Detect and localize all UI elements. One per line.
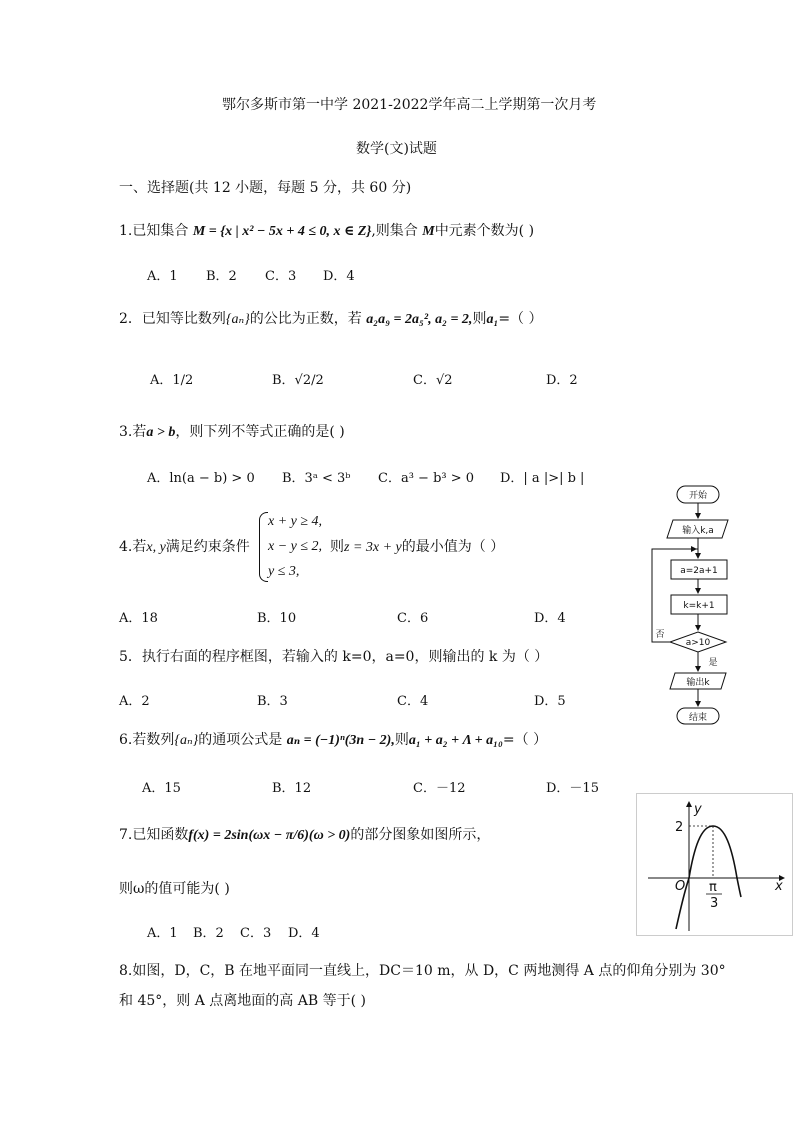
- question-3: [119, 423, 345, 442]
- q5-option-b: B．3: [257, 694, 288, 709]
- flow-no-label: 否: [655, 630, 665, 640]
- graph-x-label: x: [775, 879, 783, 894]
- graph-y-label: y: [694, 802, 702, 817]
- exam-title: 鄂尔多斯市第一中学 2021-2022学年高二上学期第一次月考: [222, 97, 597, 113]
- q1-option-b: B．2: [206, 269, 237, 284]
- q2-tail: =（ ）: [498, 311, 543, 327]
- q7-option-b: B．2: [193, 926, 224, 941]
- q4-objective: [330, 538, 504, 557]
- q3-option-c: C．a³ − b³ > 0: [378, 471, 475, 486]
- q5-option-d: D．5: [534, 694, 566, 709]
- q4-option-a: A．18: [119, 611, 158, 626]
- q2-option-a: A．1/2: [150, 373, 194, 388]
- q5-option-a: A．2: [119, 694, 150, 709]
- q2-expr: a₂a₉ = 2a₅², a₂ = 2,: [366, 312, 473, 327]
- q4-pre: 4.若: [119, 539, 147, 555]
- q6-tail: =（ ）: [502, 732, 548, 748]
- q2-mid: 的公比为正数，若: [249, 311, 362, 327]
- q2-option-c: C．√2: [413, 373, 453, 388]
- flow-input-text: 输入k,a: [682, 526, 714, 536]
- q4-mid: 满足约束条件: [165, 539, 250, 555]
- q2-seq: {aₙ}: [225, 312, 250, 327]
- flow-step1-text: a=2a+1: [680, 566, 718, 576]
- q7-pre: 7.已知函数: [119, 827, 189, 843]
- q4-constraint-3: y ≤ 3,: [268, 564, 300, 579]
- q3-tail: ，则下列不等式正确的是( ): [175, 424, 345, 440]
- question-7: [119, 826, 490, 845]
- q6-sum: a₁ + a₂ + Λ + a₁₀: [408, 733, 503, 748]
- q1-option-c: C．3: [265, 269, 297, 284]
- flow-cond-text: a>10: [685, 638, 711, 648]
- q7-option-a: A．1: [147, 926, 178, 941]
- q6-expr: aₙ = (−1)ⁿ(3n − 2),: [286, 733, 395, 748]
- q4-brace: [259, 512, 268, 582]
- q7-line2: 则ω的值可能为( ): [119, 881, 230, 897]
- flow-yes-label: 是: [708, 658, 718, 668]
- q3-pre: 3.若: [119, 424, 147, 440]
- question-5: 5．执行右面的程序框图，若输入的 k=0，a=0，则输出的 k 为（ ）: [119, 649, 549, 665]
- question-6: [119, 731, 547, 750]
- q1-post: ,则集合: [371, 223, 418, 239]
- graph-tick-num: π: [709, 880, 717, 895]
- q4-constraint-2: x − y ≤ 2,: [268, 539, 323, 554]
- q4-obj: z = 3x + y: [344, 540, 402, 555]
- q3-option-a: A．ln(a − b) > 0: [147, 471, 255, 486]
- q5-option-c: C．4: [397, 694, 429, 709]
- q6-pre: 6.若数列: [119, 732, 175, 748]
- sine-graph: [636, 793, 794, 936]
- q6-option-d: D．－15: [546, 781, 599, 796]
- q1-tail: 中元素个数为( ): [434, 223, 535, 239]
- q2-post: 则: [472, 311, 487, 327]
- flowchart-diagram: [640, 482, 760, 728]
- flow-end-text: 结束: [688, 713, 708, 723]
- q6-seq: {aₙ}: [174, 733, 199, 748]
- q4-lead: [119, 538, 250, 557]
- q1-pre: 1.已知集合: [119, 223, 189, 239]
- q1-option-a: A．1: [147, 269, 178, 284]
- q4-vars: x, y: [146, 540, 166, 555]
- q6-option-a: A．15: [142, 781, 181, 796]
- graph-frame: [637, 794, 793, 936]
- question-2: [119, 310, 543, 329]
- q3-option-b: B．3ᵃ < 3ᵇ: [282, 471, 351, 486]
- graph-peak-label: 2: [675, 820, 684, 835]
- q6-option-c: C．－12: [413, 781, 466, 796]
- q6-post: 则: [394, 732, 409, 748]
- flow-step2-text: k=k+1: [683, 601, 715, 611]
- q4-option-c: C．6: [397, 611, 429, 626]
- q7-expr: f(x) = 2sin(ωx − π/6)(ω > 0): [188, 828, 351, 843]
- q8-line1: 8.如图，D，C，B 在地平面同一直线上，DC＝10 m，从 D，C 两地测得 A 点的仰角分别为 30°: [119, 963, 726, 979]
- q1-set-expr: M = {x | x² − 5x + 4 ≤ 0, x ∈ Z}: [192, 224, 372, 239]
- graph-origin-label: O: [675, 879, 686, 894]
- flow-start-text: 开始: [688, 491, 708, 501]
- section-heading: 一、选择题(共 12 小题，每题 5 分，共 60 分): [119, 180, 412, 196]
- q1-m: M: [422, 224, 435, 239]
- q7-tail: 的部分图象如图所示，: [350, 827, 491, 843]
- q4-mid2: 则: [330, 539, 344, 555]
- q4-tail: 的最小值为（ ）: [401, 539, 505, 555]
- q3-expr: a > b: [146, 425, 176, 440]
- q2-option-d: D．2: [546, 373, 578, 388]
- q2-a1: a₁: [486, 312, 499, 327]
- q7-option-d: D．4: [288, 926, 320, 941]
- q4-option-b: B．10: [257, 611, 297, 626]
- q3-option-d: D．| a |>| b |: [500, 471, 585, 486]
- q6-mid: 的通项公式是: [198, 732, 283, 748]
- q2-option-b: B．√2/2: [272, 373, 324, 388]
- exam-subtitle: 数学(文)试题: [356, 141, 437, 157]
- q4-constraint-1: x + y ≥ 4,: [268, 514, 323, 529]
- flow-output-text: 输出k: [686, 678, 710, 688]
- q6-option-b: B．12: [272, 781, 312, 796]
- q1-option-d: D．4: [323, 269, 355, 284]
- q7-option-c: C．3: [240, 926, 272, 941]
- q8-line2: 和 45°，则 A 点离地面的高 AB 等于( ): [119, 993, 366, 1009]
- question-1: [119, 222, 534, 241]
- q4-option-d: D．4: [534, 611, 566, 626]
- q2-pre: 2．已知等比数列: [119, 311, 226, 327]
- graph-tick-den: 3: [710, 896, 719, 911]
